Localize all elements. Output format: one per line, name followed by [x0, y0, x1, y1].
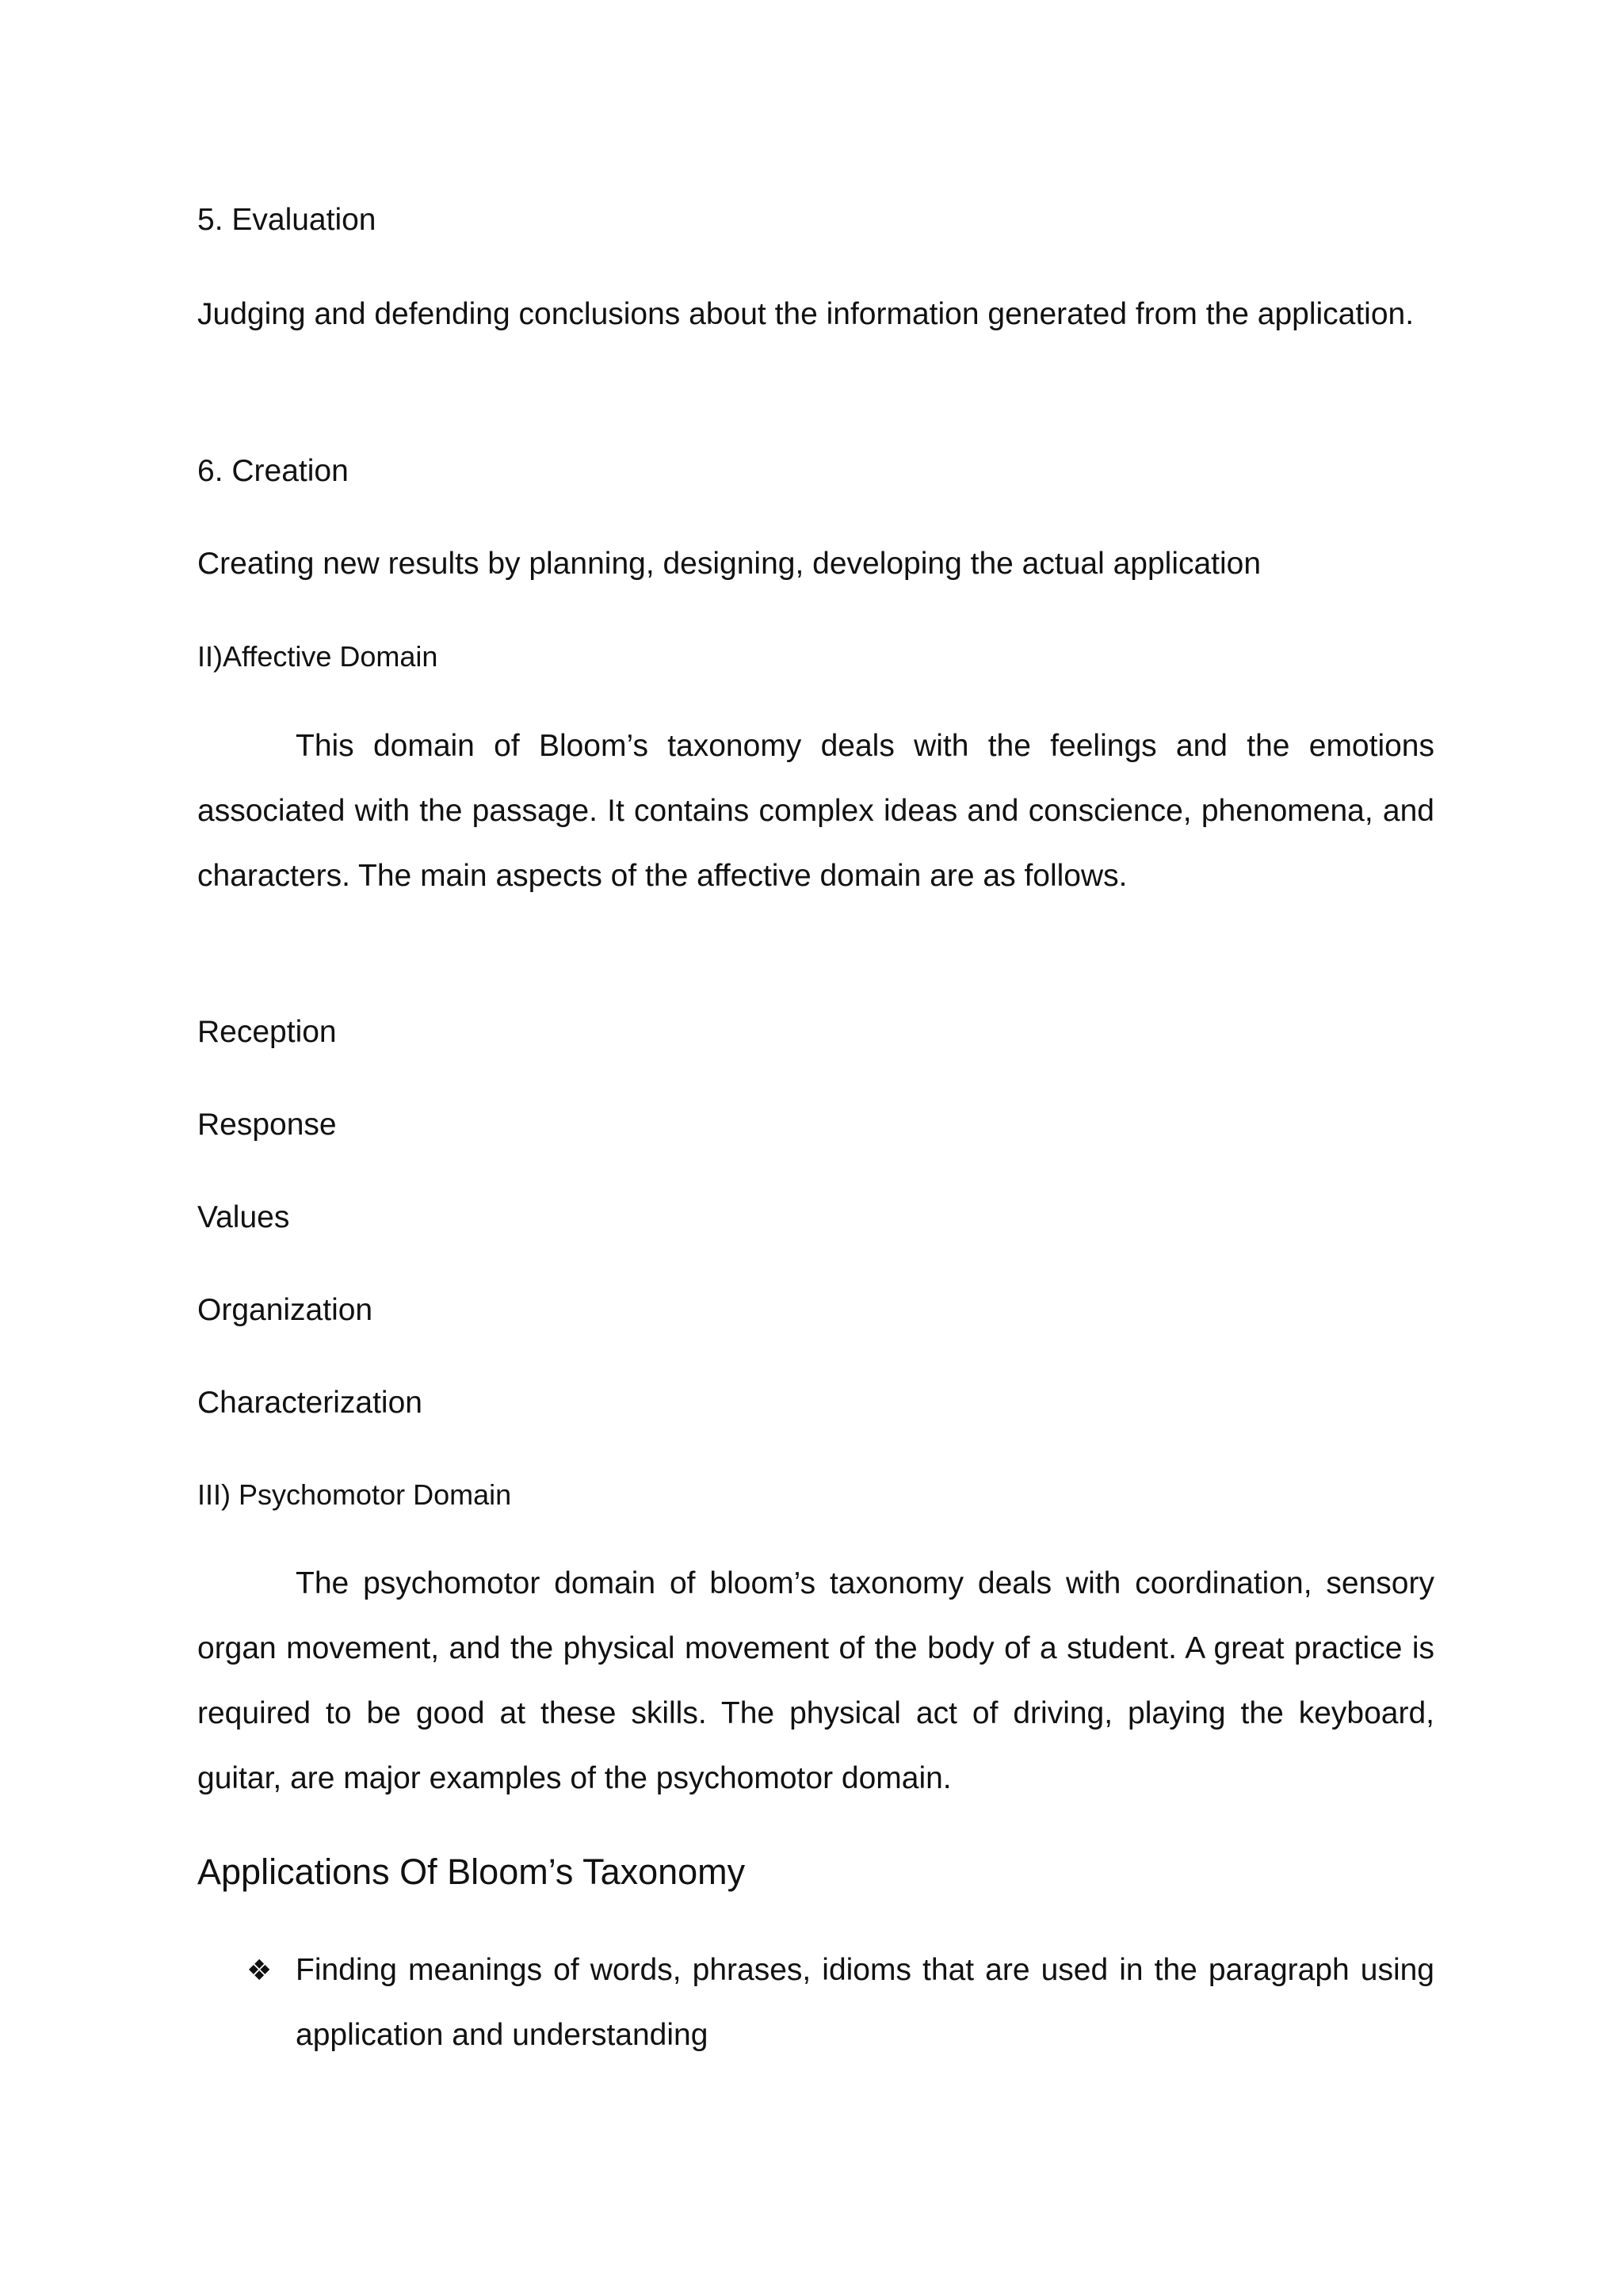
- psychomotor-domain-paragraph: The psychomotor domain of bloom’s taxonomy deals with coordination, sensory organ movement, and the physical movement of the body of a student. A great practice is required to be good at these skills. The physical act of driving, playing the keyboard, guitar, are major examples of the psychomotor domain.: [197, 1566, 1434, 1795]
- affective-item-values: Values: [197, 1200, 290, 1234]
- creation-text: Creating new results by planning, designing, developing the actual application: [197, 547, 1262, 581]
- affective-domain-heading: II)Affective Domain: [197, 640, 438, 673]
- affective-item-organization: Organization: [197, 1293, 373, 1327]
- evaluation-text: Judging and defending conclusions about the information generated from the application.: [197, 297, 1415, 331]
- applications-heading: Applications Of Bloom’s Taxonomy: [197, 1852, 746, 1892]
- affective-item-reception: Reception: [197, 1015, 337, 1049]
- applications-bullet-item: [197, 1938, 1434, 2068]
- diamond-bullet-icon: ❖: [246, 1954, 273, 1986]
- psychomotor-domain-heading: III) Psychomotor Domain: [197, 1478, 512, 1511]
- applications-bullet-text: Finding meanings of words, phrases, idioms that are used in the paragraph using application and understanding: [296, 1953, 1434, 2052]
- creation-heading: 6. Creation: [197, 454, 349, 488]
- affective-item-characterization: Characterization: [197, 1386, 422, 1420]
- affective-domain-paragraph: This domain of Bloom’s taxonomy deals with the feelings and the emotions associated with the passage. It contains complex ideas and conscience, phenomena, and characters. The main aspects of the affective domain are as follows.: [197, 729, 1434, 893]
- affective-item-response: Response: [197, 1108, 337, 1142]
- evaluation-heading: 5. Evaluation: [197, 203, 376, 237]
